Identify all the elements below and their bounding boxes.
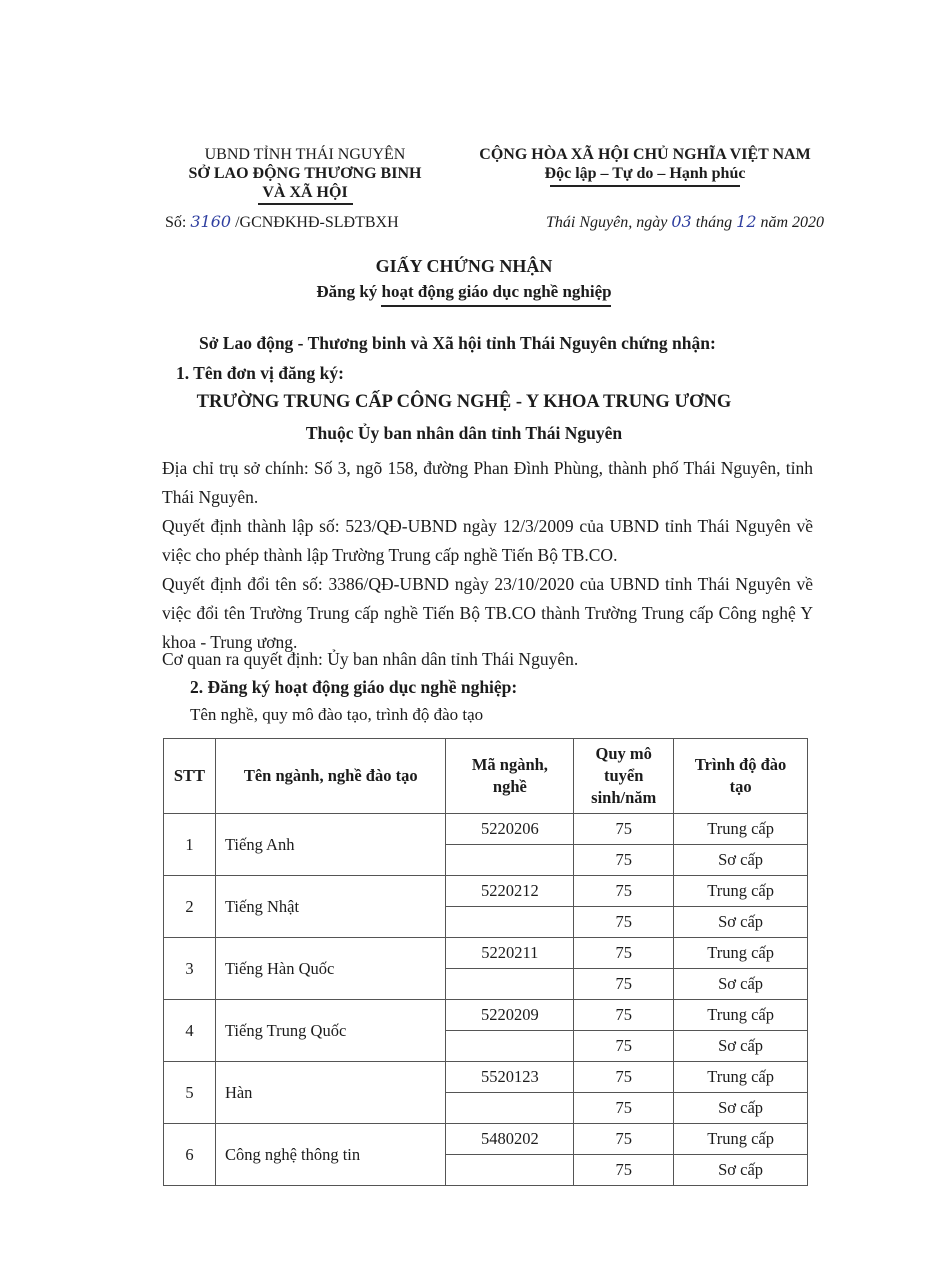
cell-program-name: Tiếng Trung Quốc <box>215 1000 446 1062</box>
cell-level: Sơ cấp <box>674 1155 808 1186</box>
deciding-agency-paragraph: Cơ quan ra quyết định: Ủy ban nhân dân tỉnh Thái Nguyên. <box>162 649 579 669</box>
cell-scale: 75 <box>574 1062 674 1093</box>
document-title: GIẤY CHỨNG NHẬN <box>375 256 553 276</box>
header-code-line: Mã ngành, <box>471 755 548 774</box>
date-place: Thái Nguyên, ngày <box>546 214 668 231</box>
subtitle-underline <box>381 305 611 307</box>
cell-program-name: Tiếng Anh <box>215 814 446 876</box>
cell-code: 5520123 <box>446 1062 574 1093</box>
header-level-line: Trình độ đào <box>694 755 787 774</box>
cell-scale: 75 <box>574 1031 674 1062</box>
cell-scale: 75 <box>574 907 674 938</box>
table-row <box>164 1000 808 1031</box>
section-2-heading: 2. Đăng ký hoạt động giáo dục nghề nghiệp: <box>190 677 518 697</box>
header-level-line: tạo <box>729 777 752 796</box>
cell-stt: 5 <box>164 1062 216 1124</box>
cell-program-name: Hàn <box>215 1062 446 1124</box>
founding-decision-paragraph: Quyết định thành lập số: 523/QĐ-UBND ngày 12/3/2009 của UBND tỉnh Thái Nguyên về việc cho phép thành lập Trường Trung cấp nghề Tiến Bộ TB.CO. <box>162 516 813 565</box>
cell-code-empty <box>446 969 574 1000</box>
table-row <box>164 814 808 845</box>
authority-underline <box>258 203 353 205</box>
cell-scale: 75 <box>574 969 674 1000</box>
document-subtitle: Đăng ký hoạt động giáo dục nghề nghiệp <box>316 282 612 301</box>
table-row <box>164 1124 808 1155</box>
cell-scale: 75 <box>574 938 674 969</box>
cell-level: Trung cấp <box>674 1124 808 1155</box>
programs-table-container <box>163 738 808 1186</box>
number-suffix: /GCNĐKHĐ-SLĐTBXH <box>235 214 399 231</box>
school-parent: Thuộc Ủy ban nhân dân tỉnh Thái Nguyên <box>305 423 623 443</box>
header-stt: STT <box>164 739 216 814</box>
number-handwritten: 3160 <box>190 212 232 231</box>
date-month: 12 <box>736 212 757 231</box>
section-1-heading: 1. Tên đơn vị đăng ký: <box>176 363 344 383</box>
document-number <box>165 212 399 232</box>
cell-level: Sơ cấp <box>674 1093 808 1124</box>
cell-code: 5220206 <box>446 814 574 845</box>
cell-program-name: Tiếng Nhật <box>215 876 446 938</box>
header-scale-line: tuyển <box>604 766 644 785</box>
cell-level: Sơ cấp <box>674 1031 808 1062</box>
rename-decision-paragraph: Quyết định đổi tên số: 3386/QĐ-UBND ngày 23/10/2020 của UBND tỉnh Thái Nguyên về việc đổi tên Trường Trung cấp nghề Tiến Bộ TB.CO thành Trường Trung cấp Công nghệ Y khoa - Trung ương. <box>162 574 813 652</box>
cell-code-empty <box>446 1093 574 1124</box>
cell-code: 5480202 <box>446 1124 574 1155</box>
cell-program-name: Công nghệ thông tin <box>215 1124 446 1186</box>
authority-line-2: SỞ LAO ĐỘNG THƯƠNG BINH <box>188 165 422 182</box>
section-2-subheading: Tên nghề, quy mô đào tạo, trình độ đào tạo <box>190 705 484 724</box>
cell-level: Trung cấp <box>674 1062 808 1093</box>
cell-code: 5220212 <box>446 876 574 907</box>
address-paragraph: Địa chỉ trụ sở chính: Số 3, ngõ 158, đường Phan Đình Phùng, thành phố Thái Nguyên, tỉnh Thái Nguyên. <box>162 458 813 507</box>
header-scale <box>574 739 674 814</box>
motto-underline <box>550 185 740 187</box>
table-header-row <box>164 739 808 814</box>
country-name: CỘNG HÒA XÃ HỘI CHỦ NGHĨA VIỆT NAM <box>479 146 811 163</box>
cell-code: 5220209 <box>446 1000 574 1031</box>
table-row <box>164 938 808 969</box>
table-row <box>164 1062 808 1093</box>
cell-scale: 75 <box>574 1124 674 1155</box>
cell-level: Trung cấp <box>674 814 808 845</box>
cell-code-empty <box>446 845 574 876</box>
cell-code-empty <box>446 1031 574 1062</box>
cell-code-empty <box>446 1155 574 1186</box>
school-name: TRƯỜNG TRUNG CẤP CÔNG NGHỆ - Y KHOA TRUNG ƯƠNG <box>196 392 732 412</box>
cell-stt: 2 <box>164 876 216 938</box>
date-year: năm 2020 <box>760 214 825 231</box>
date-day: 03 <box>671 212 692 231</box>
national-motto <box>455 145 835 187</box>
document-date <box>546 212 824 232</box>
cell-scale: 75 <box>574 1000 674 1031</box>
cell-level: Sơ cấp <box>674 969 808 1000</box>
cell-level: Sơ cấp <box>674 907 808 938</box>
header-scale-line: sinh/năm <box>591 788 657 807</box>
cell-program-name: Tiếng Hàn Quốc <box>215 938 446 1000</box>
number-prefix: Số: <box>165 214 187 231</box>
table-row <box>164 876 808 907</box>
cell-scale: 75 <box>574 876 674 907</box>
programs-table <box>163 738 808 1186</box>
header-scale-line: Quy mô <box>595 744 652 763</box>
cell-level: Trung cấp <box>674 938 808 969</box>
certify-line: Sở Lao động - Thương binh và Xã hội tỉnh Thái Nguyên chứng nhận: <box>199 333 716 353</box>
cell-stt: 6 <box>164 1124 216 1186</box>
header-name: Tên ngành, nghề đào tạo <box>215 739 446 814</box>
issuing-authority <box>160 145 450 205</box>
cell-code-empty <box>446 907 574 938</box>
cell-stt: 1 <box>164 814 216 876</box>
cell-scale: 75 <box>574 1093 674 1124</box>
header-code <box>446 739 574 814</box>
header-code-line: nghề <box>492 777 527 796</box>
cell-code: 5220211 <box>446 938 574 969</box>
cell-level: Trung cấp <box>674 876 808 907</box>
authority-line-1: UBND TỈNH THÁI NGUYÊN <box>204 146 406 163</box>
authority-line-3: VÀ XÃ HỘI <box>262 184 348 201</box>
motto: Độc lập – Tự do – Hạnh phúc <box>544 165 746 182</box>
cell-level: Trung cấp <box>674 1000 808 1031</box>
cell-level: Sơ cấp <box>674 845 808 876</box>
cell-scale: 75 <box>574 814 674 845</box>
cell-scale: 75 <box>574 845 674 876</box>
cell-scale: 75 <box>574 1155 674 1186</box>
date-month-label: tháng <box>695 214 733 231</box>
cell-stt: 4 <box>164 1000 216 1062</box>
header-level <box>674 739 808 814</box>
cell-stt: 3 <box>164 938 216 1000</box>
